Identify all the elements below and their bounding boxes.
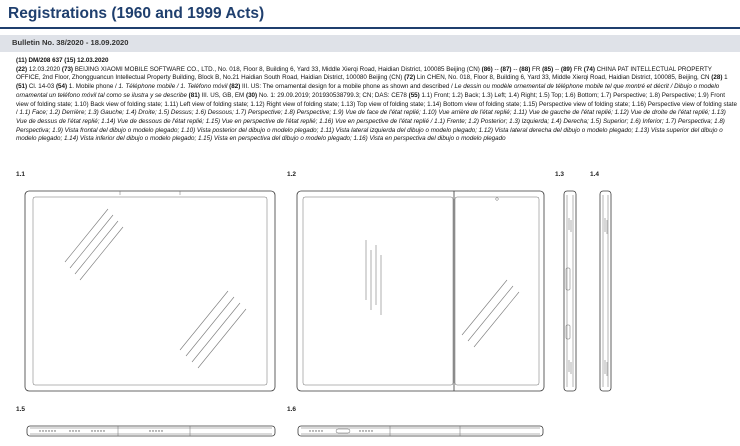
figure-label-1-6: 1.6 <box>287 406 297 413</box>
drawing-top-view <box>27 426 275 436</box>
drawing-right-view <box>600 191 611 391</box>
drawing-back-view <box>297 191 544 391</box>
figure-label-1-3: 1.3 <box>555 171 565 178</box>
usb-port <box>336 429 350 433</box>
registration-number: (11) DM/208 637 (15) 12.03.2020 <box>16 57 109 64</box>
figure-label-1-4: 1.4 <box>590 171 600 178</box>
bulletin-number: Bulletin No. 38/2020 - 18.09.2020 <box>12 38 129 47</box>
drawing-left-view <box>564 191 576 391</box>
drawing-front-view <box>25 191 275 391</box>
page-title: Registrations (1960 and 1999 Acts) <box>8 5 265 22</box>
speaker-grille-top <box>39 430 162 431</box>
speaker-grille-bottom <box>309 430 372 431</box>
figure-label-1-5: 1.5 <box>16 406 26 413</box>
figure-label-1-2: 1.2 <box>287 171 297 178</box>
registration-details: (22) 12.03.2020 (73) BEIJING XIAOMI MOBILE SOFTWARE CO., LTD., No. 018, Floor 8, Building 6, Yard 33, Middle Xierqi Road, Haidian District, 100085 Beijing (CN) (86) -- (87) -- (88) FR (85) -- (89) FR (74) CHINA PAT INTELLECTUAL PROPERTY OFFICE, 2nd Floor, Zhongguancun Intellectual Property Building, Block B, No.21 Haidian South Road, Haidian District, 100080 Beijing (CN) (72) Lin CHEN, No. 018, Floor 8, Building 6, Yard 33, Middle Xierqi Road, Haidian District, 100085, Beijing, CN (28) 1 (51) Cl. 14-03 (54) 1. Mobile phone / 1. Téléphone mobile / 1. Teléfono móvil (82) III. US: The ornamental design for a mobile phone as shown and described / Le dessin ou modèle ornemental de téléphone mobile tel que montré et décrit / Dibujo o modelo ornamental un teléfono móvil tal como se ilustra y se describe (81) III. US, GB, EM (30) No. 1: 29.09.2019; 201930538799.3; CN; DAS: CE78 (55) 1.1) Front; 1.2) Back; 1.3) Left; 1.4) Right; 1.5) Top; 1.6) Bottom; 1.7) Perspective; 1.8) Perspective; 1.9) Front view of folding state; 1.10) Back view of folding state; 1.11) Left view of folding state; 1.12) Right view of folding state; 1.13) Top view of folding state; 1.14) Bottom view of folding state; 1.15) Perspective view of folding state; 1.16) Perspective view of folding state / 1.1) Face; 1.2) Derrière; 1.3) Gauche; 1.4) Droite; 1.5) Dessus; 1.6) Dessous; 1.7) Perspective; 1.8) Perspective; 1.9) Vue de face de l'état replié; 1.10) Vue arrière de l'état replié; 1.11) Vue de gauche de l'état replié; 1.12) Vue de droite de l'état replié; 1.13) Vue de dessus de l'état replié; 1.14) Vue de dessous de l'état replié; 1.15) Vue en perspective de l'état replié; 1.16) Vue en perspective de l'état replié / 1.1) Frente; 1.2) Posterior; 1.3) Izquierda; 1.4) Derecha; 1.5) Superior; 1.6) Inferior; 1.7) Perspectiva; 1.8) Perspectiva; 1.9) Vista frontal del dibujo o modelo plegado; 1.10) Vista posterior del dibujo o modelo plegado; 1.11) Vista lateral izquierda del dibujo o modelo plegado; 1.12) Vista lateral derecha del dibujo o modelo plegado; 1.13) Vista superior del dibujo o modelo plegado; 1.14) Vista inferior del dibujo o modelo plegado; 1.15) Vista en perspectiva del dibujo o modelo plegado; 1.16) Vista en perspectiva del dibujo o modelo plegado <box>16 65 737 143</box>
drawing-bottom-view <box>298 426 543 436</box>
figure-label-1-1: 1.1 <box>16 171 26 178</box>
